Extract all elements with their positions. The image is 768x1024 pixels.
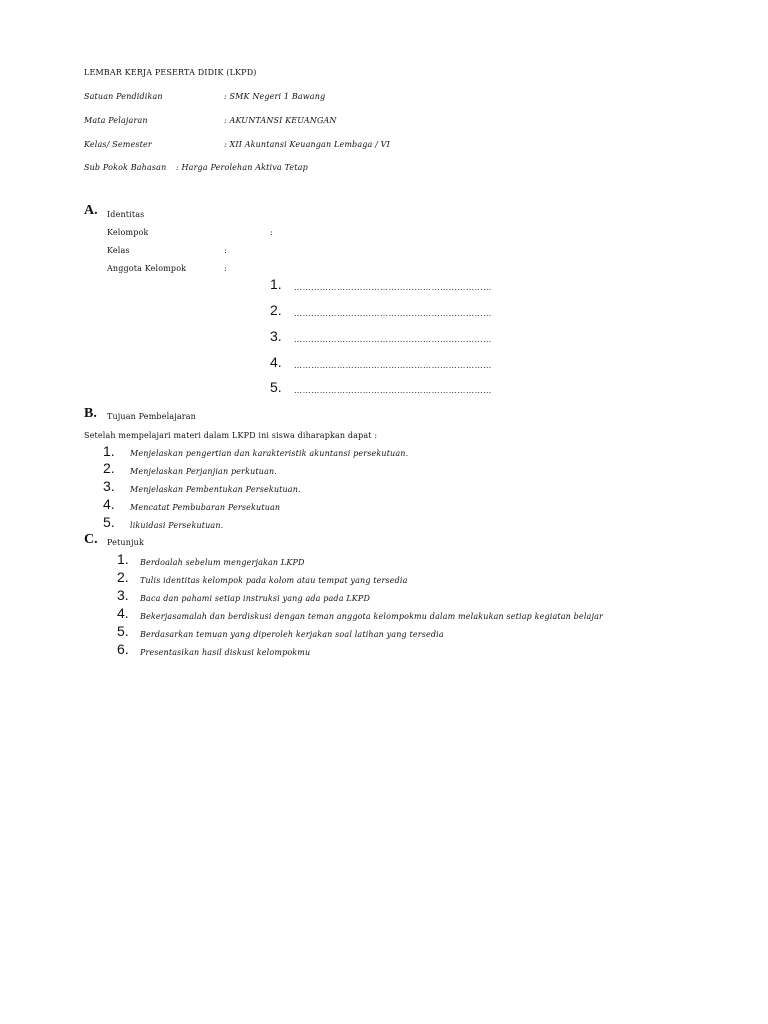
- member-line-number: 5.: [270, 379, 282, 395]
- section-b-title: Tujuan Pembelajaran: [107, 412, 196, 421]
- member-line-dots[interactable]: ……………………………………………………………: [294, 361, 492, 370]
- section-a-title: Identitas: [107, 210, 145, 219]
- instruction-text: Presentasikan hasil diskusi kelompokmu: [140, 648, 311, 657]
- field-kelompok-colon: :: [270, 228, 273, 237]
- member-line-number: 3.: [270, 328, 282, 344]
- header-label-mapel: Mata Pelajaran: [84, 116, 148, 125]
- objective-number: 1.: [103, 443, 115, 459]
- objective-number: 2.: [103, 460, 115, 476]
- header-label-kelas-semester: Kelas/ Semester: [84, 140, 152, 149]
- objective-text: likuidasi Persekutuan.: [130, 521, 224, 530]
- field-kelas-colon: :: [224, 246, 227, 255]
- section-a-letter: A.: [84, 203, 98, 218]
- instruction-text: Tulis identitas kelompok pada kolom atau tempat yang tersedia: [140, 576, 408, 585]
- field-anggota-label: Anggota Kelompok: [107, 264, 187, 273]
- objective-number: 4.: [103, 496, 115, 512]
- field-anggota-colon: :: [224, 264, 227, 273]
- instruction-text: Baca dan pahami setiap instruksi yang ada pada LKPD: [140, 594, 371, 603]
- member-line-dots[interactable]: ……………………………………………………………: [294, 335, 492, 344]
- objective-number: 3.: [103, 478, 115, 494]
- objective-text: Menjelaskan pengertian dan karakteristik akuntansi persekutuan.: [130, 449, 409, 458]
- header-value-mapel: : AKUNTANSI KEUANGAN: [224, 116, 337, 125]
- member-line-number: 4.: [270, 354, 282, 370]
- instruction-number: 3.: [117, 587, 129, 603]
- document-title: LEMBAR KERJA PESERTA DIDIK (LKPD): [84, 68, 257, 77]
- instruction-number: 1.: [117, 551, 129, 567]
- header-label-sub-pokok: Sub Pokok Bahasan: [84, 163, 167, 172]
- objective-text: Menjelaskan Pembentukan Persekutuan.: [130, 485, 301, 494]
- member-line-number: 2.: [270, 302, 282, 318]
- member-line-dots[interactable]: ……………………………………………………………: [294, 386, 492, 395]
- member-line-number: 1.: [270, 276, 282, 292]
- header-label-satuan: Satuan Pendidikan: [84, 92, 163, 101]
- header-value-kelas-semester: : XII Akuntansi Keuangan Lembaga / VI: [224, 140, 390, 149]
- section-c-letter: C.: [84, 532, 98, 547]
- instruction-text: Berdoalah sebelum mengerjakan LKPD: [140, 558, 305, 567]
- objective-text: Mencatat Pembubaran Persekutuan: [130, 503, 281, 512]
- member-line-dots[interactable]: ……………………………………………………………: [294, 309, 492, 318]
- objective-number: 5.: [103, 514, 115, 530]
- header-value-sub-pokok: : Harga Perolehan Aktiva Tetap: [176, 163, 308, 172]
- objective-text: Menjelaskan Perjanjian perkutuan.: [130, 467, 277, 476]
- instruction-number: 6.: [117, 641, 129, 657]
- instruction-text: Berdasarkan temuan yang diperoleh kerjakan soal latihan yang tersedia: [140, 630, 444, 639]
- instruction-number: 2.: [117, 569, 129, 585]
- member-line-dots[interactable]: ……………………………………………………………: [294, 283, 492, 292]
- instruction-text: Bekerjasamalah dan berdiskusi dengan teman anggota kelompokmu dalam melakukan setiap kegiatan belajar: [140, 612, 603, 621]
- instruction-number: 5.: [117, 623, 129, 639]
- instruction-number: 4.: [117, 605, 129, 621]
- header-value-satuan: : SMK Negeri 1 Bawang: [224, 92, 326, 101]
- section-c-title: Petunjuk: [107, 538, 144, 547]
- field-kelas-label: Kelas: [107, 246, 130, 255]
- section-b-letter: B.: [84, 406, 97, 421]
- field-kelompok-label: Kelompok: [107, 228, 149, 237]
- section-b-intro: Setelah mempelajari materi dalam LKPD ini siswa diharapkan dapat :: [84, 431, 378, 440]
